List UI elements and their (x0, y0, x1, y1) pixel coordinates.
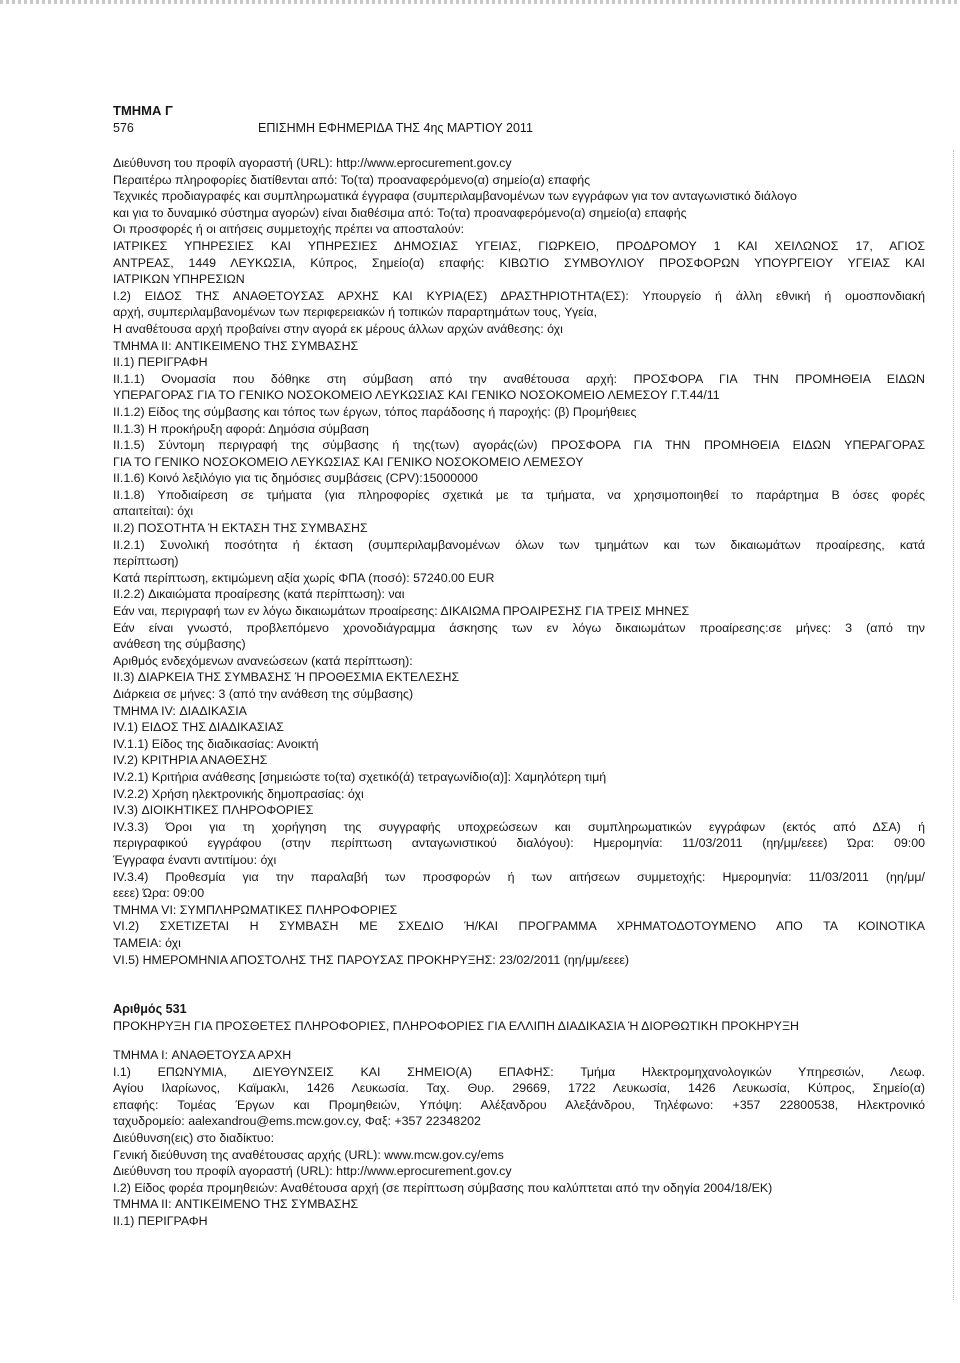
text-line: ΤΑΜΕΙΑ: όχι (113, 935, 181, 950)
text-line: ΤΜΗΜΑ II: ΑΝΤΙΚΕΙΜΕΝΟ ΤΗΣ ΣΥΜΒΑΣΗΣ (113, 338, 359, 353)
text-line: II.1.5) Σύντομη περιγραφή της σύμβασης ή της(των) αγοράς(ών) ΠΡΟΣΦΟΡΑ ΓΙΑ ΤΗΝ ΠΡΟΜΗΘΕΙΑ ΕΙΔΩΝ ΥΠΕΡΑΓΟΡΑΣ (113, 438, 925, 453)
scan-artifact-right (953, 150, 955, 1300)
text-line: περίπτωση) (113, 554, 179, 569)
text-line: II.2.2) Δικαιώματα προαίρεσης (κατά περίπτωση): ναι (113, 587, 405, 602)
text-line: Έγγραφα έναντι αντιτίμου: όχι (113, 852, 277, 867)
text-line: και για το δυναμικό σύστημα αγορών) είναι διαθέσιμα από: Το(τα) προαναφερόμενο(α) σημείο(α) επαφής (113, 205, 687, 220)
text-line: II.1) ΠΕΡΙΓΡΑΦΗ (113, 1214, 208, 1229)
text-line: ΤΜΗΜΑ II: ΑΝΤΙΚΕΙΜΕΝΟ ΤΗΣ ΣΥΜΒΑΣΗΣ (113, 1197, 359, 1212)
text-line: II.1.1) Ονομασία που δόθηκε στη σύμβαση από την αναθέτουσα αρχή: ΠΡΟΣΦΟΡΑ ΓΙΑ ΤΗΝ ΠΡΟΜΗΘΕΙΑ ΕΙΔΩΝ (113, 371, 925, 386)
text-line: IV.3.4) Προθεσμία για την παραλαβή των προσφορών ή των αιτήσεων συμμετοχής: Ημερομηνία: 11/03/2011 (ηη/μμ/ (113, 869, 925, 884)
text-line: Διεύθυνση του προφίλ αγοραστή (URL): http://www.eprocurement.gov.cy (113, 1164, 512, 1179)
text-line: Διεύθυνση(εις) στο διαδίκτυο: (113, 1131, 275, 1146)
text-line: II.1.2) Είδος της σύμβασης και τόπος των έργων, τόπος παράδοσης ή παροχής: (β) Προμήθειες (113, 404, 637, 419)
text-line: επαφής: Τομέας Έργων και Προμηθειών, Υπόψη: Αλέξανδρου Αλεξάνδρου, Τηλέφωνο: +357 22800538, Ηλεκτρονικό (113, 1097, 925, 1112)
text-line: VI.2) ΣΧΕΤΙΖΕΤΑΙ Η ΣΥΜΒΑΣΗ ΜΕ ΣΧΕΔΙΟ Ή/ΚΑΙ ΠΡΟΓΡΑΜΜΑ ΧΡΗΜΑΤΟΔΟΤΟΥΜΕΝΟ ΑΠΟ ΤΑ ΚΟΙΝΟΤΙΚΑ (113, 919, 925, 934)
text-line: Εάν ναι, περιγραφή των εν λόγω δικαιωμάτων προαίρεσης: ΔΙΚΑΙΩΜΑ ΠΡΟΑΙΡΕΣΗΣ ΓΙΑ ΤΡΕΙΣ ΜΗΝΕΣ (113, 604, 690, 619)
text-line: ΥΠΕΡΑΓΟΡΑΣ ΓΙΑ ΤΟ ΓΕΝΙΚΟ ΝΟΣΟΚΟΜΕΙΟ ΛΕΥΚΩΣΙΑΣ ΚΑΙ ΓΕΝΙΚΟ ΝΟΣΟΚΟΜΕΙΟ ΛΕΜΕΣΟΥ Γ.Τ.44/11 (113, 388, 720, 403)
scan-artifact-top (0, 0, 960, 4)
text-line: ΙΑΤΡΙΚΩΝ ΥΠΗΡΕΣΙΩΝ (113, 272, 245, 287)
text-line: IV.3.3) Όροι για τη χορήγηση της συγγραφής υποχρεώσεων και συμπληρωματικών εγγράφων (εκτός από ΔΣΑ) ή (113, 819, 925, 834)
text-line: II.2.1) Συνολική ποσότητα ή έκταση (συμπεριλαμβανομένων όλων των τμημάτων και των δικαιωμάτων προαίρεσης, κατά (113, 537, 925, 552)
text-line: II.1.3) Η προκήρυξη αφορά: Δημόσια σύμβαση (113, 421, 369, 436)
text-line: IV.2.1) Κριτήρια ανάθεσης [σημειώστε το(τα) σχετικό(ά) τετραγωνίδιο(α)]: Χαμηλότερη τιμή (113, 769, 607, 784)
text-line: ΤΜΗΜΑ IV: ΔΙΑΔΙΚΑΣΙΑ (113, 703, 247, 718)
text-line: IV.1) ΕΙΔΟΣ ΤΗΣ ΔΙΑΔΙΚΑΣΙΑΣ (113, 720, 284, 735)
text-line: απαιτείται): όχι (113, 504, 194, 519)
text-line: Γενική διεύθυνση της αναθέτουσας αρχής (URL): www.mcw.gov.cy/ems (113, 1147, 504, 1162)
text-line: Περαιτέρω πληροφορίες διατίθενται από: Το(τα) προαναφερόμενο(α) σημείο(α) επαφής (113, 172, 591, 187)
text-line: II.1.8) Υποδιαίρεση σε τμήματα (για πληροφορίες σχετικά με τα τμήματα, να χρησιμοποιηθεί το παράρτημα Β όσες φορές (113, 487, 925, 502)
text-line: II.3) ΔΙΑΡΚΕΙΑ ΤΗΣ ΣΥΜΒΑΣΗΣ Ή ΠΡΟΘΕΣΜΙΑ ΕΚΤΕΛΕΣΗΣ (113, 670, 460, 685)
notice-number: Αριθμός 531 (113, 1002, 187, 1017)
text-line: Τεχνικές προδιαγραφές και συμπληρωματικά έγγραφα (συμπεριλαμβανομένων των εγγράφων για τον ανταγωνιστικό διάλογο (113, 189, 797, 204)
section-tag: ΤΜΗΜΑ Γ (113, 103, 173, 118)
text-line: ΙΑΤΡΙΚΕΣ ΥΠΗΡΕΣΙΕΣ ΚΑΙ ΥΠΗΡΕΣΙΕΣ ΔΗΜΟΣΙΑΣ ΥΓΕΙΑΣ, ΓΙΩΡΚΕΙΟ, ΠΡΟΔΡΟΜΟΥ 1 ΚΑΙ ΧΕΙΛΩΝΟΣ 17, ΑΓΙΟΣ (113, 238, 925, 253)
text-line: εεεε) Ώρα: 09:00 (113, 886, 205, 901)
text-line: Εάν είναι γνωστό, προβλεπόμενο χρονοδιάγραμμα άσκησης των εν λόγω δικαιωμάτων προαίρεσης:σε μήνες: 3 (από την (113, 620, 925, 635)
page-number: 576 (113, 121, 134, 135)
notice-title: ΠΡΟΚΗΡΥΞΗ ΓΙΑ ΠΡΟΣΘΕΤΕΣ ΠΛΗΡΟΦΟΡΙΕΣ, ΠΛΗΡΟΦΟΡΙΕΣ ΓΙΑ ΕΛΛΙΠΗ ΔΙΑΔΙΚΑΣΙΑ Ή ΔΙΟΡΘΩΤΙΚΗ ΠΡΟΚΗΡΥΞΗ (113, 1019, 799, 1034)
text-line: Αγίου Ιλαρίωνος, Καϊμακλι, 1426 Λευκωσία. Ταχ. Θυρ. 29669, 1722 Λευκωσία, 1426 Λευκωσία, Κύπρος, Σημείο(α) (113, 1081, 925, 1096)
text-line: ΓΙΑ ΤΟ ΓΕΝΙΚΟ ΝΟΣΟΚΟΜΕΙΟ ΛΕΥΚΩΣΙΑΣ ΚΑΙ ΓΕΝΙΚΟ ΝΟΣΟΚΟΜΕΙΟ ΛΕΜΕΣΟΥ (113, 454, 584, 469)
notice-body (113, 155, 925, 968)
text-line: ΤΜΗΜΑ I: ΑΝΑΘΕΤΟΥΣΑ ΑΡΧΗ (113, 1048, 292, 1063)
text-line: Διάρκεια σε μήνες: 3 (από την ανάθεση της σύμβασης) (113, 687, 414, 701)
notice-separator (113, 968, 925, 1000)
text-line: I.2) Είδος φορέα προμηθειών: Αναθέτουσα αρχή (σε περίπτωση σύμβασης που καλύπτεται από την οδηγία 2004/18/ΕΚ) (113, 1180, 773, 1195)
text-line: VI.5) ΗΜΕΡΟΜΗΝΙΑ ΑΠΟΣΤΟΛΗΣ ΤΗΣ ΠΑΡΟΥΣΑΣ ΠΡΟΚΗΡΥΞΗΣ: 23/02/2011 (ηη/μμ/εεεε) (113, 952, 630, 967)
text-line: II.2) ΠΟΣΟΤΗΤΑ Ή ΕΚΤΑΣΗ ΤΗΣ ΣΥΜΒΑΣΗΣ (113, 521, 368, 536)
running-title: ΕΠΙΣΗΜΗ ΕΦΗΜΕΡΙΔΑ ΤΗΣ 4ης ΜΑΡΤΙΟΥ 2011 (258, 121, 533, 135)
text-line: ΤΜΗΜΑ VI: ΣΥΜΠΛΗΡΩΜΑΤΙΚΕΣ ΠΛΗΡΟΦΟΡΙΕΣ (113, 902, 398, 917)
text-line: IV.1.1) Είδος της διαδικασίας: Ανοικτή (113, 736, 319, 751)
text-line: περιγραφικού εγγράφου (στην περίπτωση ανταγωνιστικού διαλόγου): Ημερομηνία: 11/03/2011 (ηη/μμ/εεεε) Ώρα: 09:00 (113, 836, 925, 851)
text-line: I.2) ΕΙΔΟΣ ΤΗΣ ΑΝΑΘΕΤΟΥΣΑΣ ΑΡΧΗΣ ΚΑΙ ΚΥΡΙΑ(ΕΣ) ΔΡΑΣΤΗΡΙΟΤΗΤΑ(ΕΣ): Υπουργείο ή άλλη εθνική ή ομοσπονδιακή (113, 288, 925, 303)
text-line: I.1) ΕΠΩΝΥΜΙΑ, ΔΙΕΥΘΥΝΣΕΙΣ ΚΑΙ ΣΗΜΕΙΟ(Α) ΕΠΑΦΗΣ: Τμήμα Ηλεκτρομηχανολογικών Υπηρεσιών, Λεωφ. (113, 1064, 925, 1079)
text-line: IV.2) ΚΡΙΤΗΡΙΑ ΑΝΑΘΕΣΗΣ (113, 753, 268, 768)
text-line: II.1) ΠΕΡΙΓΡΑΦΗ (113, 355, 208, 370)
text-line: Αριθμός ενδεχόμενων ανανεώσεων (κατά περίπτωση): (113, 653, 413, 668)
document-page (113, 102, 925, 1230)
text-line: IV.2.2) Χρήση ηλεκτρονικής δημοπρασίας: όχι (113, 786, 364, 801)
text-line: ταχυδρομείο: aalexandrou@ems.mcw.gov.cy, Φαξ: +357 22348202 (113, 1114, 481, 1129)
text-line: II.1.6) Κοινό λεξιλόγιο για τις δημόσιες συμβάσεις (CPV):15000000 (113, 471, 478, 486)
text-line: ΑΝΤΡΕΑΣ, 1449 ΛΕΥΚΩΣΙΑ, Κύπρος, Σημείο(α) επαφής: ΚΙΒΩΤΙΟ ΣΥΜΒΟΥΛΙΟΥ ΠΡΟΣΦΟΡΩΝ ΥΠΟΥΡΓΕΙΟΥ ΥΓΕΙΑΣ ΚΑΙ (113, 255, 925, 270)
notice-body (113, 1047, 925, 1230)
text-line: αρχή, συμπεριλαμβανομένων των περιφερειακών ή τοπικών παραρτημάτων τους, Υγεία, (113, 305, 598, 320)
text-line: Κατά περίπτωση, εκτιμώμενη αξία χωρίς ΦΠΑ (ποσό): 57240.00 EUR (113, 570, 495, 585)
text-line: Οι προσφορές ή οι αιτήσεις συμμετοχής πρέπει να αποσταλούν: (113, 222, 465, 237)
text-line: ανάθεση της σύμβασης) (113, 637, 246, 652)
text-line: IV.3) ΔΙΟΙΚΗΤΙΚΕΣ ΠΛΗΡΟΦΟΡΙΕΣ (113, 803, 314, 818)
text-line: Διεύθυνση του προφίλ αγοραστή (URL): http://www.eprocurement.gov.cy (113, 156, 512, 170)
text-line: Η αναθέτουσα αρχή προβαίνει στην αγορά εκ μέρους άλλων αρχών ανάθεσης: όχι (113, 321, 563, 336)
page-header (113, 119, 925, 137)
